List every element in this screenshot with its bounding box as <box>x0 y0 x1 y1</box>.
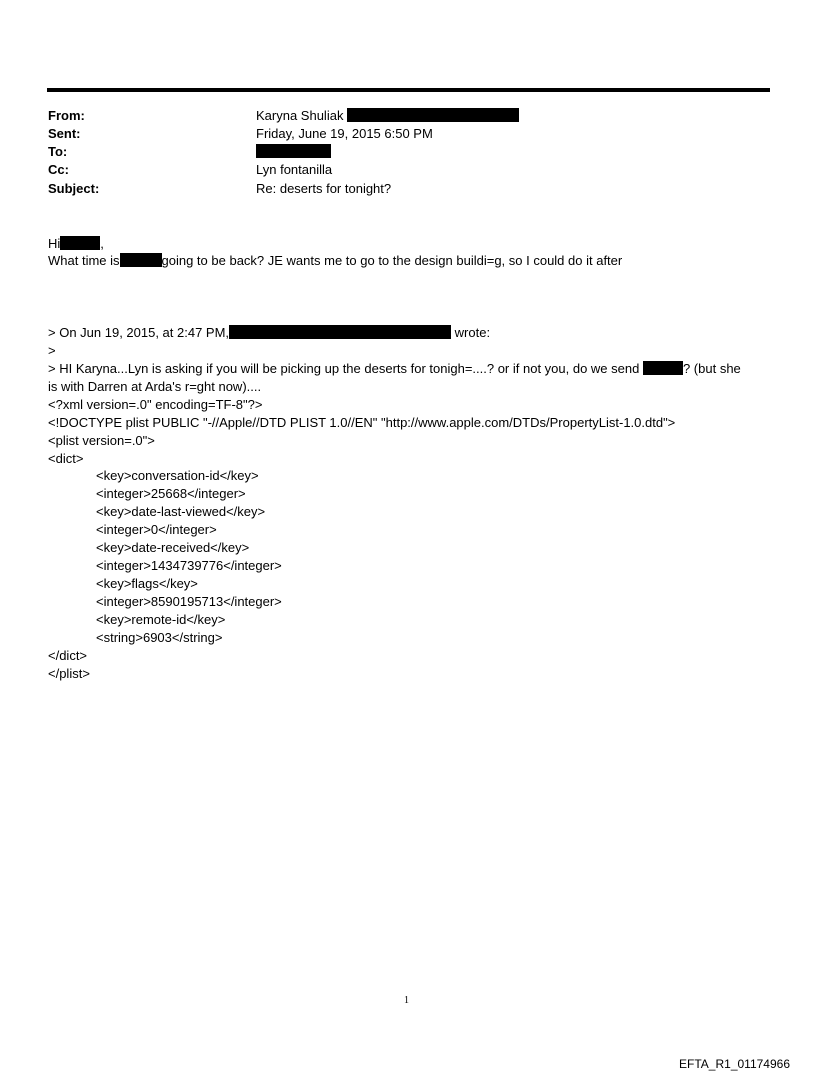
header-rule <box>47 88 770 92</box>
from-label: From: <box>48 108 85 123</box>
quote-blank-line: > <box>48 343 56 358</box>
sent-label: Sent: <box>48 126 81 141</box>
quote-line-2: is with Darren at Arda's r=ght now).... <box>48 379 262 394</box>
xml-indented-line: <key>date-last-viewed</key> <box>96 504 266 519</box>
sent-value: Friday, June 19, 2015 6:50 PM <box>256 126 433 141</box>
xml-indented-line: <integer>8590195713</integer> <box>96 594 282 609</box>
document-id: EFTA_R1_01174966 <box>679 1057 790 1071</box>
xml-indented-line: <key>flags</key> <box>96 576 198 591</box>
xml-close-line: </plist> <box>48 666 90 681</box>
xml-indented-line: <key>date-received</key> <box>96 540 250 555</box>
xml-indented-line: <string>6903</string> <box>96 630 223 645</box>
quote-line-1 <box>48 360 741 378</box>
xml-indented-line: <integer>0</integer> <box>96 522 217 537</box>
quote-line-1-text: > HI Karyna...Lyn is asking if you will be picking up the deserts for tonigh=....? or if not you, do we send <box>48 361 640 376</box>
quote-intro-text: > On Jun 19, 2015, at 2:47 PM, <box>48 325 230 340</box>
xml-close-line: </dict> <box>48 648 88 663</box>
from-value <box>256 107 519 125</box>
xml-indented-line: <integer>1434739776</integer> <box>96 558 282 573</box>
xml-indented-line: <key>conversation-id</key> <box>96 468 259 483</box>
subject-value: Re: deserts for tonight? <box>256 181 392 196</box>
subject-label: Subject: <box>48 181 100 196</box>
to-value <box>256 143 331 161</box>
greeting-comma: , <box>100 236 104 251</box>
greeting-line <box>48 235 104 253</box>
cc-value: Lyn fontanilla <box>256 162 333 177</box>
message-text-end: going to be back? JE wants me to go to the design buildi=g, so I could do it after <box>161 253 623 268</box>
redaction-box <box>347 108 519 122</box>
redaction-box <box>643 361 683 375</box>
greeting-text: Hi <box>48 236 61 251</box>
xml-line: <plist version=.0"> <box>48 433 155 448</box>
quote-line-1-end: ? (but she <box>682 361 741 376</box>
xml-line: <!DOCTYPE plist PUBLIC "-//Apple//DTD PLIST 1.0//EN" "http://www.apple.com/DTDs/PropertyList-1.0.dtd"> <box>48 415 676 430</box>
cc-label: Cc: <box>48 162 69 177</box>
redaction-box <box>256 144 331 158</box>
xml-indented-line: <integer>25668</integer> <box>96 486 246 501</box>
xml-line: <dict> <box>48 451 84 466</box>
quote-intro-wrote: wrote: <box>454 325 491 340</box>
xml-indented-line: <key>remote-id</key> <box>96 612 226 627</box>
from-name: Karyna Shuliak <box>256 108 344 123</box>
xml-line: <?xml version=.0" encoding=TF-8"?> <box>48 397 263 412</box>
to-label: To: <box>48 144 68 159</box>
page-number: 1 <box>404 995 409 1006</box>
redaction-box <box>120 253 162 267</box>
quote-intro-line <box>48 324 490 342</box>
message-line <box>48 252 622 270</box>
redaction-box <box>60 236 100 250</box>
redaction-box <box>229 325 451 339</box>
message-text-start: What time is <box>48 253 120 268</box>
